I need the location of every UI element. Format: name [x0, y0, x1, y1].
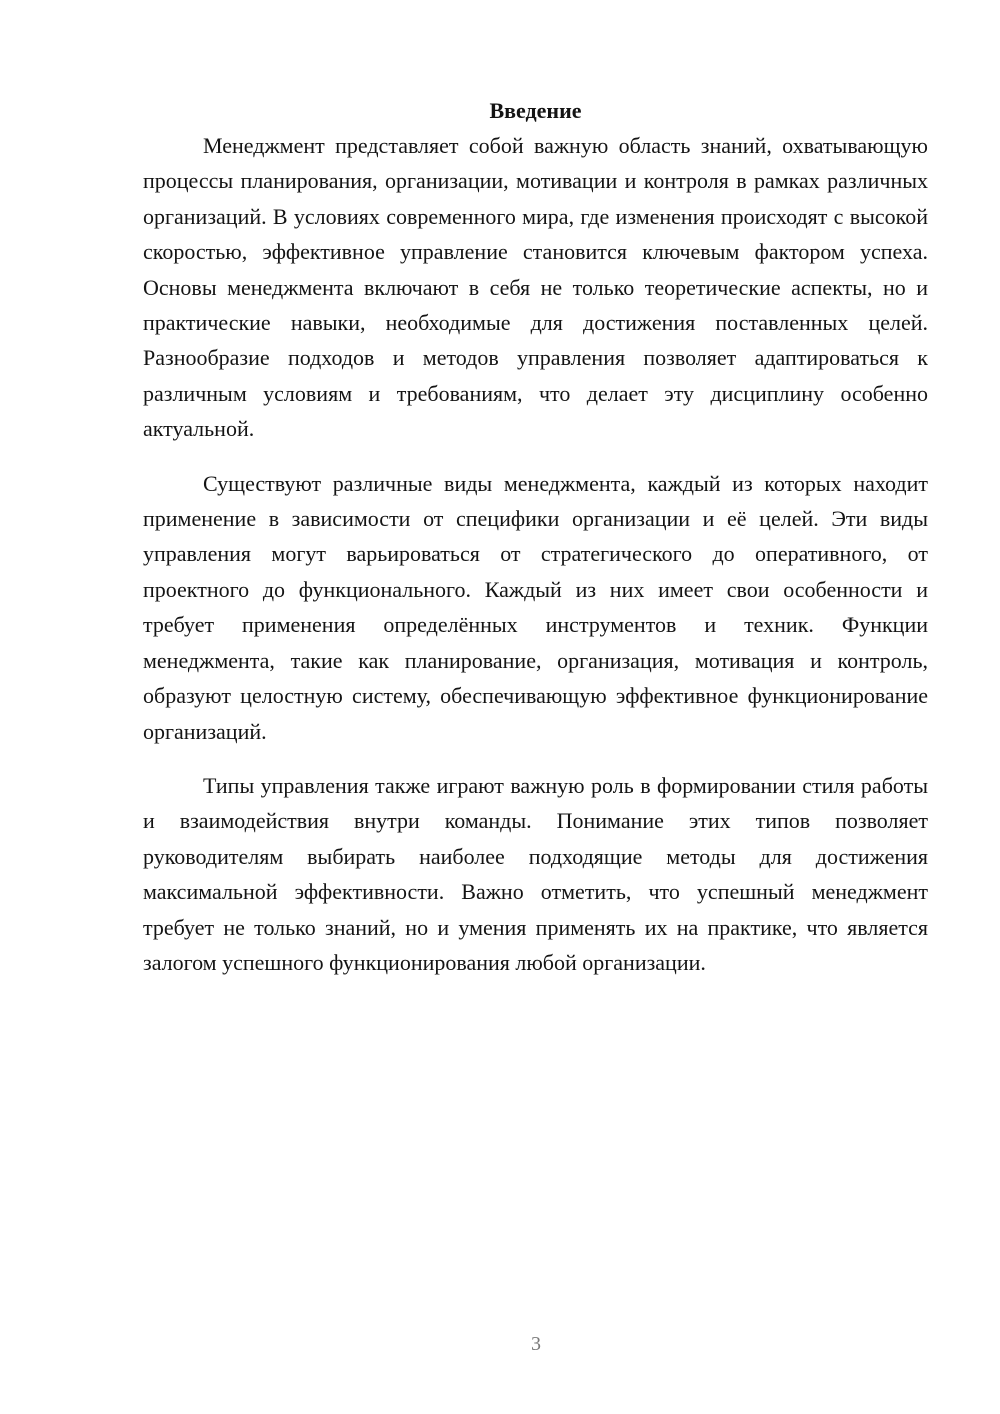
- page-number: 3: [531, 1333, 541, 1355]
- paragraph-management-styles: Типы управления также играют важную роль в формировании стиля работы и взаимодействия внутри команды. Понимание этих типов позволяет руководителям выбирать наиболее подходящие методы для достижения максимальной эффективности. Важно отметить, что успешный менеджмент требует не только знаний, но и умения применять их на практике, что является залогом успешного функционирования любой организации.: [143, 772, 928, 975]
- paragraph-types: Существуют различные виды менеджмента, каждый из которых находит применение в зависимости от специфики организации и её целей. Эти виды управления могут варьироваться от стратегического до оперативного, от проектного до функционального. Каждый из них имеет свои особенности и требует применения определённых инструментов и техник. Функции менеджмента, такие как планирование, организация, мотивация и контроль, образуют целостную систему, обеспечивающую эффективное функционирование организаций.: [143, 470, 928, 744]
- paragraph-intro: Менеджмент представляет собой важную область знаний, охватывающую процессы планирования, организации, мотивации и контроля в рамках различных организаций. В условиях современного мира, где изменения происходят с высокой скоростью, эффективное управление становится ключевым фактором успеха. Основы менеджмента включают в себя не только теоретические аспекты, но и практические навыки, необходимые для достижения поставленных целей. Разнообразие подходов и методов управления позволяет адаптироваться к различным условиям и требованиям, что делает эту дисциплину особенно актуальной.: [143, 133, 928, 442]
- document-page: [143, 93, 928, 980]
- section-heading: Введение: [489, 98, 582, 123]
